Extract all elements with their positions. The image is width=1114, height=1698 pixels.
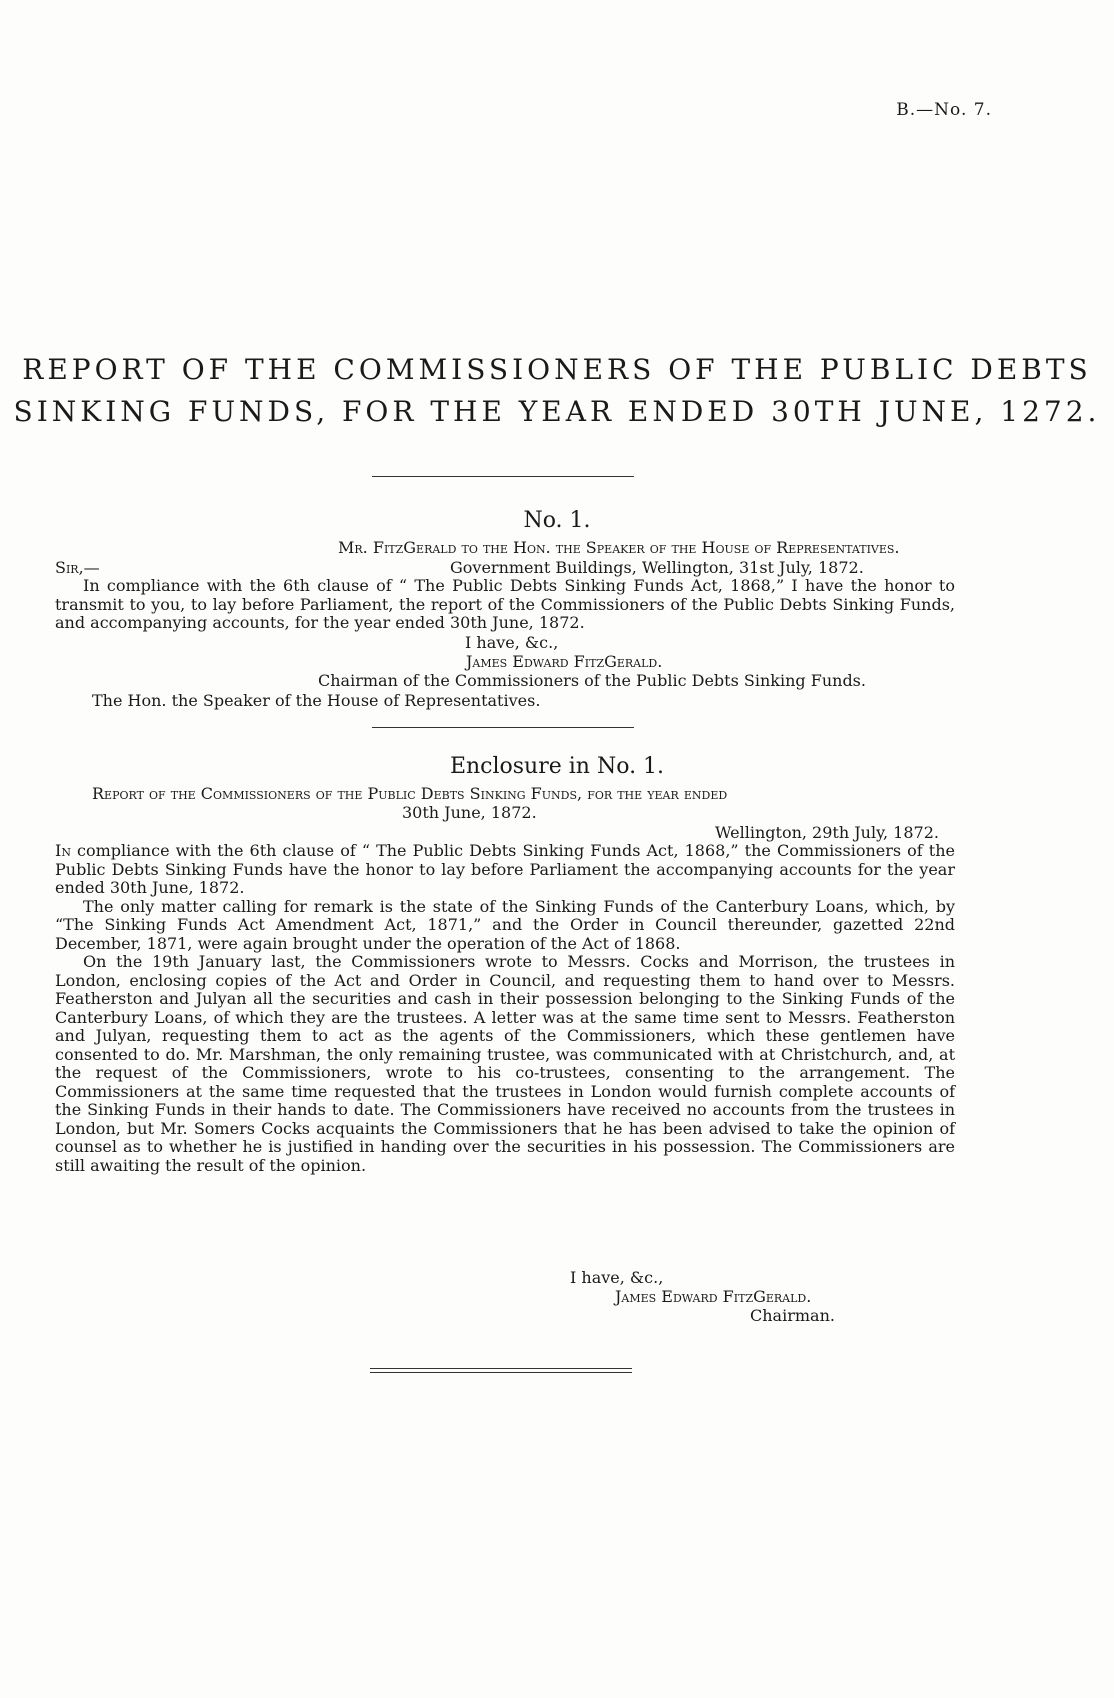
enclosure-place-date: Wellington, 29th July, 1872. bbox=[715, 823, 939, 842]
enclosure-paragraph-1: In compliance with the 6th clause of “ The Public Debts Sinking Funds Act, 1868,” the Commissioners of the Public Debts Sinking Funds have the honor to lay before Parliament the accompanying accounts for the year ended 30th June, 1872. bbox=[55, 841, 955, 897]
report-title-line-1: REPORT OF THE COMMISSIONERS OF THE PUBLIC DEBTS bbox=[22, 353, 1092, 386]
letter-addressee: The Hon. the Speaker of the House of Representatives. bbox=[92, 691, 541, 710]
report-title-line-2: SINKING FUNDS, FOR THE YEAR ENDED 30TH JUNE, 1272. bbox=[13, 395, 1101, 428]
letter-place-date: Government Buildings, Wellington, 31st July, 1872. bbox=[450, 558, 864, 577]
enclosure-signature: James Edward FitzGerald. bbox=[615, 1287, 812, 1306]
enclosure-body bbox=[55, 842, 955, 1175]
letter-from-to: Mr. FitzGerald to the Hon. the Speaker of the House of Representatives. bbox=[338, 538, 900, 557]
enclosure-paragraph-3: On the 19th January last, the Commissioners wrote to Messrs. Cocks and Morrison, the trustees in London, enclosing copies of the Act and Order in Council, and requesting them to hand over to Messrs. Featherston and Julyan all the securities and cash in their possession belonging to the Sinking Funds of the Canterbury Loans, of which they are the trustees. A letter was at the same time sent to Messrs. Featherston and Julyan, requesting them to act as the agents of the Commissioners, which these gentlemen have consented to do. Mr. Marshman, the only remaining trustee, was communicated with at Christchurch, and, at the request of the Commissioners, wrote to his co-trustees, consenting to the arrangement. The Commissioners at the same time requested that the trustees in London would furnish complete accounts of the Sinking Funds in their hands to date. The Commissioners have received no accounts from the trustees in London, but Mr. Somers Cocks acquaints the Commissioners that he has been advised to take the opinion of counsel as to whether he is justified in handing over the securities in his possession. The Commissioners are still awaiting the result of the opinion. bbox=[55, 952, 955, 1175]
letter-signature-title: Chairman of the Commissioners of the Public Debts Sinking Funds. bbox=[318, 671, 866, 690]
letter-signature: James Edward FitzGerald. bbox=[466, 652, 663, 671]
enclosure-title-line-1: Report of the Commissioners of the Public Debts Sinking Funds, for the year ended bbox=[92, 784, 728, 803]
letter-closing: I have, &c., bbox=[465, 633, 559, 652]
section-divider bbox=[372, 727, 634, 728]
enclosure-signature-title: Chairman. bbox=[750, 1306, 835, 1325]
enclosure-heading: Enclosure in No. 1. bbox=[449, 754, 665, 779]
title-divider bbox=[372, 476, 634, 477]
letter-salutation: Sir,— bbox=[55, 558, 100, 577]
letter-heading: No. 1. bbox=[523, 508, 591, 533]
letter-body: In compliance with the 6th clause of “ The Public Debts Sinking Funds Act, 1868,” I have the honor to transmit to you, to lay before Parliament, the report of the Commissioners of the Public Debts Sinking Funds, and accompanying accounts, for the year ended 30th June, 1872. bbox=[55, 576, 955, 632]
enclosure-closing: I have, &c., bbox=[570, 1268, 664, 1287]
end-divider bbox=[370, 1368, 632, 1373]
page-reference: B.—No. 7. bbox=[896, 100, 992, 120]
enclosure-paragraph-2: The only matter calling for remark is the state of the Sinking Funds of the Canterbury Loans, which, by “The Sinking Funds Act Amendment Act, 1871,” and the Order in Council thereunder, gazetted 22nd December, 1871, were again brought under the operation of the Act of 1868. bbox=[55, 896, 955, 953]
enclosure-title-line-2: 30th June, 1872. bbox=[402, 803, 537, 822]
